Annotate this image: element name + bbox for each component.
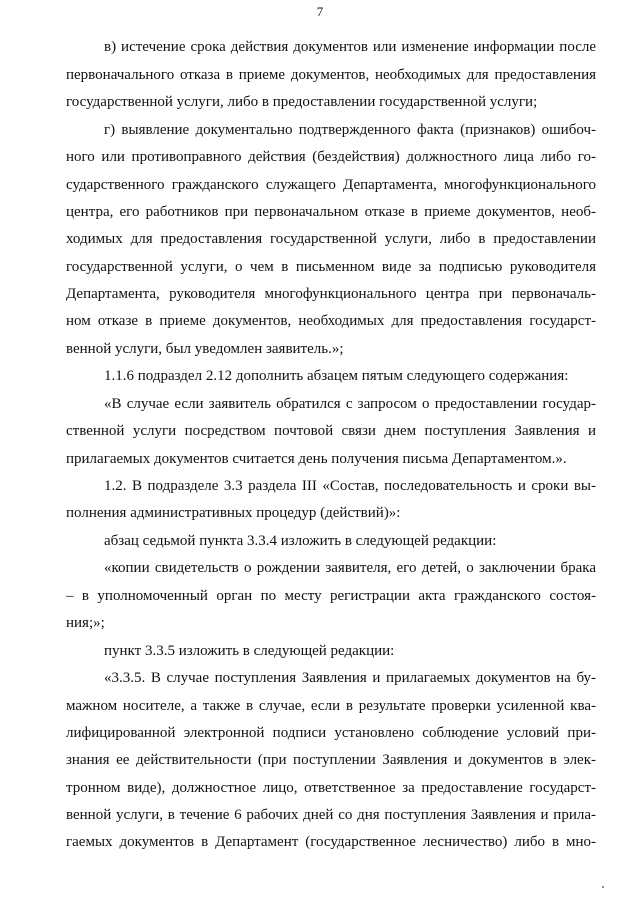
text-line: первоначального отказа в приеме документов, необходимых для предоставления [66, 67, 596, 83]
text-line: Департамента, руководителя многофункционального центра при первоначаль- [66, 286, 596, 302]
text-line: лифицированной электронной подписи установлено соблюдение условий при- [66, 725, 596, 741]
text-line: «копии свидетельств о рождении заявителя, его детей, о заключении брака [104, 560, 596, 576]
text-line: прилагаемых документов считается день получения письма Департаментом.». [66, 451, 567, 467]
page-number: 7 [316, 4, 324, 19]
text-line: венной услуги, был уведомлен заявитель.»; [66, 341, 344, 357]
text-line: – в уполномоченный орган по месту регистрации акта гражданского состоя- [66, 588, 596, 604]
scan-speck [602, 886, 604, 888]
text-line: в) истечение срока действия документов или изменение информации после [104, 39, 596, 55]
text-line: центра, его работников при первоначальном отказе в приеме документов, необ- [66, 204, 596, 220]
text-line: ния;»; [66, 615, 105, 631]
text-line: абзац седьмой пункта 3.3.4 изложить в следующей редакции: [104, 533, 497, 549]
text-line: гаемых документов в Департамент (государственное лесничество) либо в мно- [66, 834, 596, 850]
text-line: тронном виде), должностное лицо, ответственное за предоставление государст- [66, 780, 596, 796]
text-line: сударственного гражданского служащего Департамента, многофункционального [66, 177, 596, 193]
text-line: «В случае если заявитель обратился с запросом о предоставлении государ- [104, 396, 596, 412]
text-line: ходимых для предоставления государственной услуги, либо в предоставлении [66, 231, 596, 247]
text-line: ном отказе в приеме документов, необходимых для предоставления государст- [66, 313, 596, 329]
text-line: государственной услуги, о чем в письменном виде за подписью руководителя [66, 259, 596, 275]
text-line: «3.3.5. В случае поступления Заявления и прилагаемых документов на бу- [104, 670, 596, 686]
text-line: ного или противоправного действия (бездействия) должностного лица либо го- [66, 149, 596, 165]
text-line: полнения административных процедур (действий)»: [66, 505, 401, 521]
text-line: г) выявление документально подтвержденного факта (признаков) ошибоч- [104, 122, 596, 138]
text-line: ственной услуги посредством почтовой связи днем поступления Заявления и [66, 423, 596, 439]
text-line: мажном носителе, а также в случае, если в результате проверки усиленной ква- [66, 698, 596, 714]
text-line: 1.1.6 подраздел 2.12 дополнить абзацем пятым следующего содержания: [104, 368, 569, 384]
text-line: государственной услуги, либо в предоставлении государственной услуги; [66, 94, 538, 110]
text-line: пункт 3.3.5 изложить в следующей редакции: [104, 643, 395, 659]
text-line: 1.2. В подразделе 3.3 раздела III «Состав, последовательность и сроки вы- [104, 478, 596, 494]
text-line: венной услуги, в течение 6 рабочих дней со дня поступления Заявления и прила- [66, 807, 596, 823]
text-line: знания ее действительности (при поступлении Заявления и документов в элек- [66, 752, 596, 768]
